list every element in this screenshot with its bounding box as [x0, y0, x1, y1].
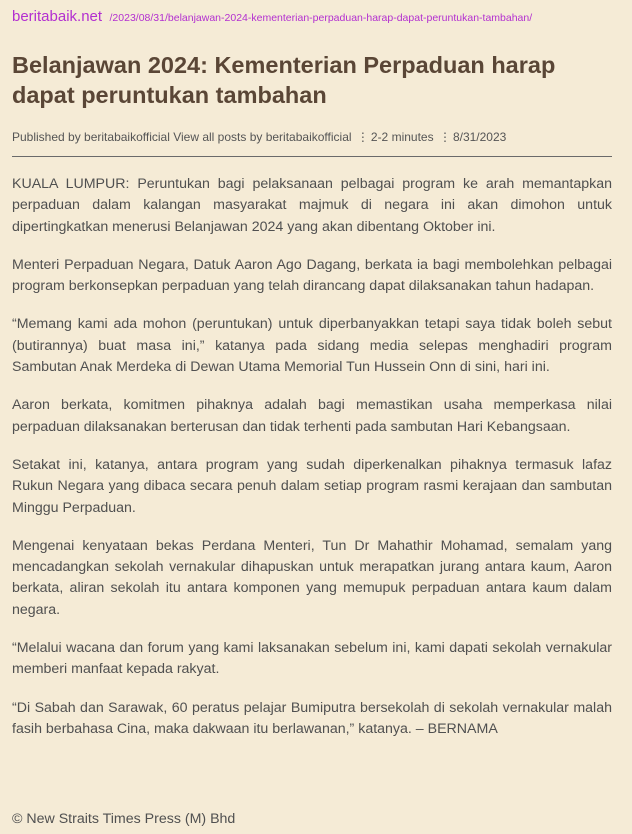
paragraph: Mengenai kenyataan bekas Perdana Menteri, Tun Dr Mahathir Mohamad, semalam yang mencadangkan sekolah vernakular dihapuskan untuk merapatkan jurang antara kaum, Aaron berkata, aliran sekolah itu antara komponen yang memupuk perpaduan antara kaum dalam negara.	[12, 537, 612, 618]
paragraph: Aaron berkata, komitmen pihaknya adalah bagi memastikan usaha memperkasa nilai perpaduan dilaksanakan berterusan dan tidak terhenti pada sambutan Hari Kebangsaan.	[12, 397, 612, 435]
paragraph: “Di Sabah dan Sarawak, 60 peratus pelajar Bumiputra bersekolah di sekolah vernakular malah fasih berbahasa Cina, maka dakwaan itu berlawanan,” katanya. – BERNAMA	[12, 699, 612, 737]
view-all-posts-link[interactable]: View all posts by beritabaikofficial	[173, 130, 352, 144]
article-title: Belanjawan 2024: Kementerian Perpaduan harap dapat peruntukan tambahan	[12, 52, 556, 108]
site-header	[12, 8, 624, 26]
byline-separator-2: ⋮	[438, 130, 451, 144]
paragraph: “Melalui wacana dan forum yang kami laksanakan sebelum ini, kami dapati sekolah vernakular memberi manfaat kepada rakyat.	[12, 640, 612, 678]
publish-date: 8/31/2023	[452, 130, 507, 144]
paragraph: KUALA LUMPUR: Peruntukan bagi pelaksanaan pelbagai program ke arah memantapkan perpaduan dalam kalangan masyarakat majmuk di negara ini akan dimohon untuk dipertingkatkan menerusi Belanjawan 2024 yang akan dibentang Oktober ini.	[12, 176, 612, 235]
byline-divider	[12, 156, 612, 157]
paragraph: “Memang kami ada mohon (peruntukan) untuk diperbanyakkan tetapi saya tidak boleh sebut (butirannya) buat masa ini,” katanya pada sidang media selepas menghadiri program Sambutan Anak Merdeka di Dewan Utama Memorial Tun Hussein Onn di sini, hari ini.	[12, 316, 612, 376]
byline	[12, 130, 612, 144]
site-link[interactable]: beritabaik.net	[12, 8, 103, 25]
paragraph: Setakat ini, katanya, antara program yang sudah diperkenalkan pihaknya termasuk lafaz Rukun Negara yang dibaca secara penuh dalam setiap program rasmi kerajaan dan sambutan Minggu Perpaduan.	[12, 456, 612, 516]
published-by: Published by beritabaikofficial	[12, 130, 170, 144]
url-path-link[interactable]: /2023/08/31/belanjawan-2024-kementerian-perpaduan-harap-dapat-peruntukan-tambahan/	[109, 12, 533, 24]
byline-separator: ⋮	[356, 130, 369, 144]
article-body	[12, 174, 612, 757]
copyright-footer: © New Straits Times Press (M) Bhd	[12, 811, 236, 827]
paragraph: Menteri Perpaduan Negara, Datuk Aaron Ago Dagang, berkata ia bagi membolehkan pelbagai program berkonsepkan perpaduan yang telah dirancang dapat dilaksanakan tahun hadapan.	[12, 256, 612, 295]
read-time: 2-2 minutes	[370, 130, 434, 144]
